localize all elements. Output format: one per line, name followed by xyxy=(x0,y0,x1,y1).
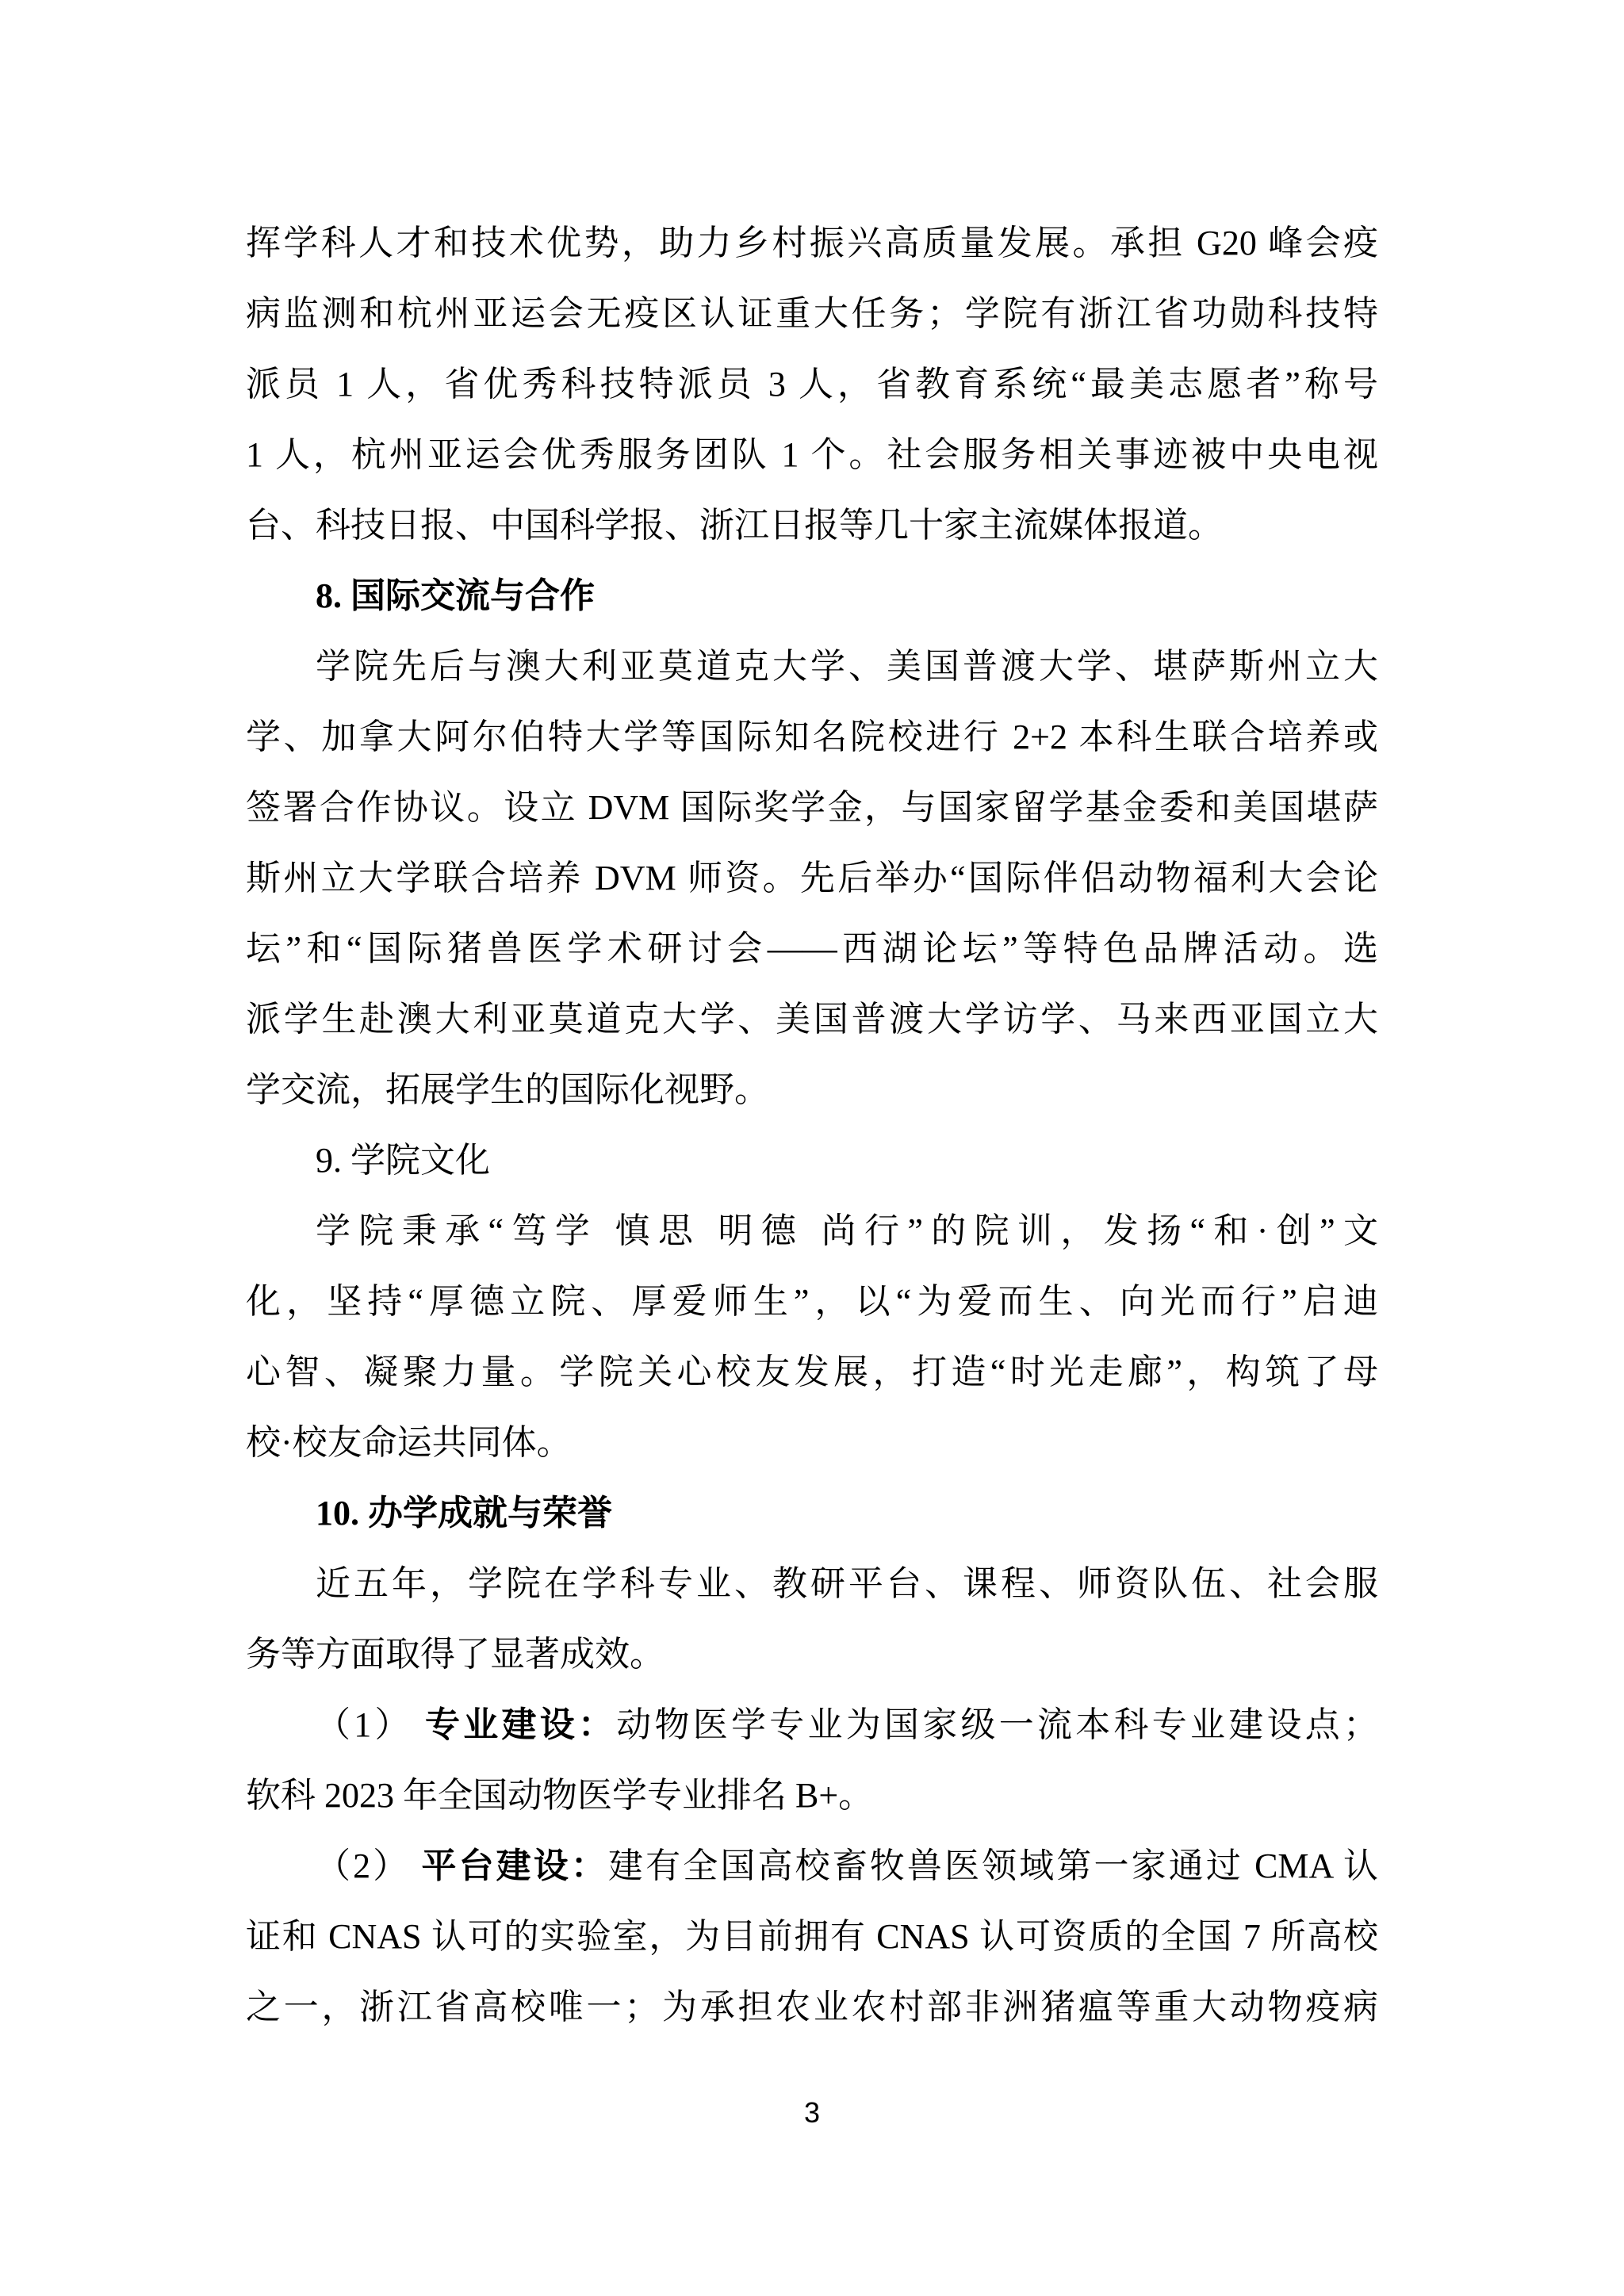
section-heading-9: 9. 学院文化 xyxy=(316,1141,490,1180)
body-line: 心智、凝聚力量。学院关心校友发展，打造“时光走廊”，构筑了母 xyxy=(246,1353,1378,1391)
body-line: 坛”和“国际猪兽医学术研讨会——西湖论坛”等特色品牌活动。选 xyxy=(246,929,1378,968)
paragraph-first-line: 学院先后与澳大利亚莫道克大学、美国普渡大学、堪萨斯州立大 xyxy=(316,647,1378,686)
list-item-number: （1） xyxy=(316,1705,425,1744)
body-line: 派学生赴澳大利亚莫道克大学、美国普渡大学访学、马来西亚国立大 xyxy=(246,1000,1378,1039)
list-item-text: 动物医学专业为国家级一流本科专业建设点； xyxy=(616,1705,1378,1744)
body-line: 病监测和杭州亚运会无疫区认证重大任务；学院有浙江省功勋科技特 xyxy=(246,294,1378,333)
body-line: 化，坚持“厚德立院、厚爱师生”，以“为爱而生、向光而行”启迪 xyxy=(246,1282,1378,1321)
list-item-2-line xyxy=(246,1831,1378,1901)
paragraph-end-line: 台、科技日报、中国科学报、浙江日报等几十家主流媒体报道。 xyxy=(246,506,1223,545)
body-line: 挥学科人才和技术优势，助力乡村振兴高质量发展。承担 G20 峰会疫 xyxy=(246,224,1378,262)
paragraph-first-line: 学院秉承“笃学 慎思 明德 尚行”的院训，发扬“和·创”文 xyxy=(316,1211,1378,1250)
list-item-label: 平台建设： xyxy=(421,1846,609,1885)
body-line: 证和 CNAS 认可的实验室，为目前拥有 CNAS 认可资质的全国 7 所高校 xyxy=(246,1917,1378,1956)
body-line: 之一，浙江省高校唯一；为承担农业农村部非洲猪瘟等重大动物疫病 xyxy=(246,1988,1378,2026)
body-line: 1 人，杭州亚运会优秀服务团队 1 个。社会服务相关事迹被中央电视 xyxy=(246,435,1378,474)
section-heading-10: 10. 办学成就与荣誉 xyxy=(316,1494,612,1533)
page-number: 3 xyxy=(803,2096,821,2129)
list-item-number: （2） xyxy=(316,1846,422,1885)
paragraph-end-line: 务等方面取得了显著成效。 xyxy=(246,1635,665,1674)
list-item-label: 专业建设： xyxy=(425,1705,617,1744)
section-heading-8: 8. 国际交流与合作 xyxy=(316,576,595,615)
body-line: 学、加拿大阿尔伯特大学等国际知名院校进行 2+2 本科生联合培养或 xyxy=(246,718,1378,756)
paragraph-end-line: 学交流，拓展学生的国际化视野。 xyxy=(246,1070,769,1109)
body-line: 斯州立大学联合培养 DVM 师资。先后举办“国际伴侣动物福利大会论 xyxy=(246,859,1378,897)
paragraph-end-line: 软科 2023 年全国动物医学专业排名 B+。 xyxy=(246,1776,874,1815)
document-body xyxy=(246,208,1378,2042)
list-item-1-line xyxy=(246,1689,1378,1760)
body-line: 派员 1 人，省优秀科技特派员 3 人，省教育系统“最美志愿者”称号 xyxy=(246,365,1378,404)
body-line: 签署合作协议。设立 DVM 国际奖学金，与国家留学基金委和美国堪萨 xyxy=(246,788,1378,827)
paragraph-end-line: 校·校友命运共同体。 xyxy=(246,1423,572,1462)
list-item-text: 建有全国高校畜牧兽医领域第一家通过 CMA 认 xyxy=(608,1846,1379,1885)
paragraph-first-line: 近五年，学院在学科专业、教研平台、课程、师资队伍、社会服 xyxy=(316,1564,1378,1603)
